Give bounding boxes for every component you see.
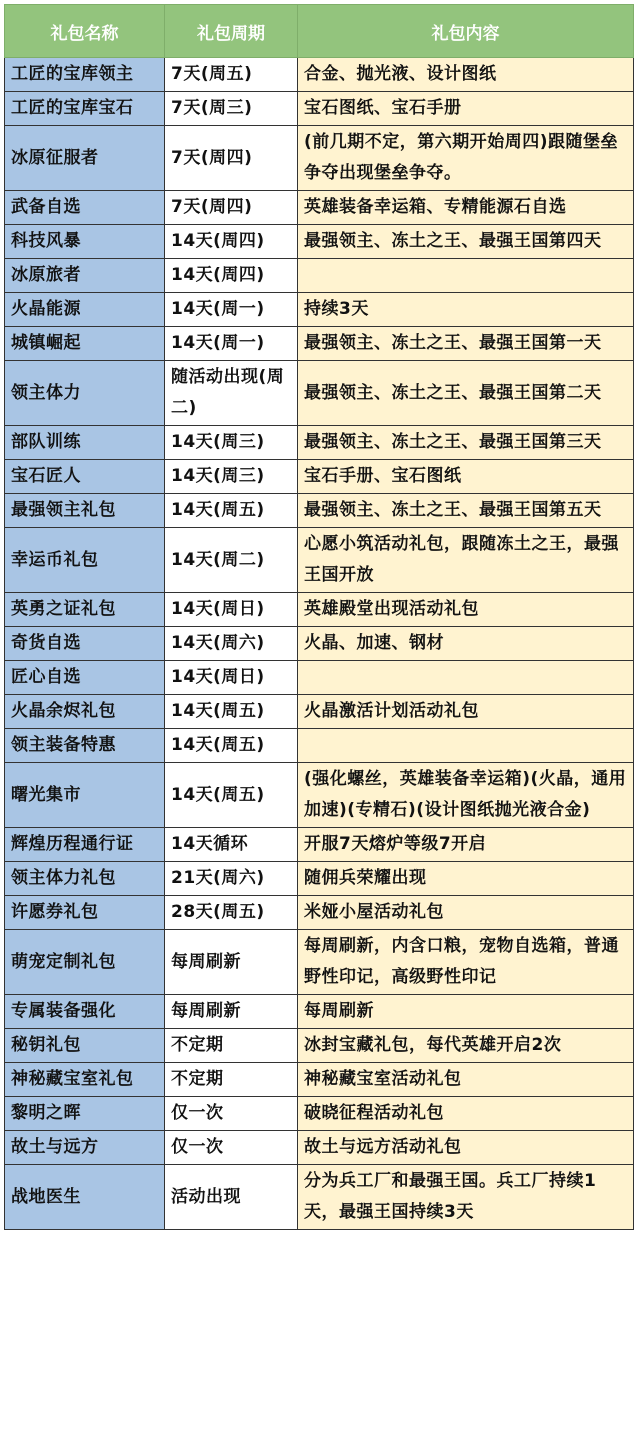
cell-content: 最强领主、冻土之王、最强王国第三天 <box>298 426 634 460</box>
cell-content: (强化螺丝，英雄装备幸运箱)(火晶，通用加速)(专精石)(设计图纸抛光液合金) <box>298 763 634 828</box>
cell-name: 城镇崛起 <box>5 327 165 361</box>
cell-content: 最强领主、冻土之王、最强王国第一天 <box>298 327 634 361</box>
cell-content: 心愿小筑活动礼包，跟随冻土之王，最强王国开放 <box>298 528 634 593</box>
table-row <box>5 862 634 896</box>
cell-content: 米娅小屋活动礼包 <box>298 896 634 930</box>
table-row <box>5 763 634 828</box>
cell-period: 仅一次 <box>165 1131 298 1165</box>
table-row <box>5 1063 634 1097</box>
table-row <box>5 930 634 995</box>
cell-period: 14天(周日) <box>165 593 298 627</box>
cell-name: 火晶余烬礼包 <box>5 695 165 729</box>
table-row <box>5 593 634 627</box>
cell-period: 7天(周三) <box>165 92 298 126</box>
cell-period: 7天(周四) <box>165 126 298 191</box>
cell-content: 持续3天 <box>298 293 634 327</box>
cell-content <box>298 661 634 695</box>
cell-content: 火晶激活计划活动礼包 <box>298 695 634 729</box>
cell-content <box>298 259 634 293</box>
table-row <box>5 528 634 593</box>
table-row <box>5 361 634 426</box>
table-row <box>5 58 634 92</box>
cell-period: 28天(周五) <box>165 896 298 930</box>
cell-content: 合金、抛光液、设计图纸 <box>298 58 634 92</box>
cell-name: 奇货自选 <box>5 627 165 661</box>
table-row <box>5 92 634 126</box>
cell-name: 最强领主礼包 <box>5 494 165 528</box>
cell-content: 破晓征程活动礼包 <box>298 1097 634 1131</box>
table-row <box>5 1131 634 1165</box>
gift-pack-table-container <box>4 4 633 1230</box>
cell-content: 宝石图纸、宝石手册 <box>298 92 634 126</box>
cell-period: 仅一次 <box>165 1097 298 1131</box>
cell-content: 火晶、加速、钢材 <box>298 627 634 661</box>
cell-content: 最强领主、冻土之王、最强王国第四天 <box>298 225 634 259</box>
cell-period: 14天(周五) <box>165 729 298 763</box>
cell-name: 曙光集市 <box>5 763 165 828</box>
cell-name: 工匠的宝库宝石 <box>5 92 165 126</box>
cell-period: 不定期 <box>165 1029 298 1063</box>
table-row <box>5 828 634 862</box>
cell-content: 最强领主、冻土之王、最强王国第二天 <box>298 361 634 426</box>
cell-period: 活动出现 <box>165 1165 298 1230</box>
table-row <box>5 729 634 763</box>
cell-content: 神秘藏宝室活动礼包 <box>298 1063 634 1097</box>
cell-period: 14天(周一) <box>165 327 298 361</box>
cell-content <box>298 729 634 763</box>
cell-name: 幸运币礼包 <box>5 528 165 593</box>
cell-period: 14天(周五) <box>165 763 298 828</box>
table-header <box>5 5 634 58</box>
cell-period: 每周刷新 <box>165 930 298 995</box>
cell-content: (前几期不定，第六期开始周四)跟随堡垒争夺出现堡垒争夺。 <box>298 126 634 191</box>
cell-name: 工匠的宝库领主 <box>5 58 165 92</box>
cell-period: 14天(周四) <box>165 225 298 259</box>
cell-period: 随活动出现(周二) <box>165 361 298 426</box>
cell-period: 7天(周五) <box>165 58 298 92</box>
cell-content: 每周刷新 <box>298 995 634 1029</box>
cell-name: 战地医生 <box>5 1165 165 1230</box>
table-row <box>5 1165 634 1230</box>
cell-period: 7天(周四) <box>165 191 298 225</box>
table-row <box>5 225 634 259</box>
table-row <box>5 327 634 361</box>
cell-name: 故土与远方 <box>5 1131 165 1165</box>
cell-period: 14天循环 <box>165 828 298 862</box>
cell-period: 14天(周二) <box>165 528 298 593</box>
cell-period: 不定期 <box>165 1063 298 1097</box>
cell-name: 部队训练 <box>5 426 165 460</box>
table-row <box>5 896 634 930</box>
cell-name: 匠心自选 <box>5 661 165 695</box>
table-row <box>5 126 634 191</box>
cell-name: 黎明之晖 <box>5 1097 165 1131</box>
cell-name: 武备自选 <box>5 191 165 225</box>
cell-period: 14天(周日) <box>165 661 298 695</box>
header-period: 礼包周期 <box>165 5 298 58</box>
table-row <box>5 426 634 460</box>
cell-name: 宝石匠人 <box>5 460 165 494</box>
cell-name: 领主体力礼包 <box>5 862 165 896</box>
cell-period: 14天(周五) <box>165 695 298 729</box>
cell-content: 每周刷新，内含口粮，宠物自选箱，普通野性印记，高级野性印记 <box>298 930 634 995</box>
cell-period: 14天(周五) <box>165 494 298 528</box>
cell-period: 14天(周三) <box>165 460 298 494</box>
table-row <box>5 995 634 1029</box>
table-row <box>5 460 634 494</box>
cell-content: 故土与远方活动礼包 <box>298 1131 634 1165</box>
cell-name: 秘钥礼包 <box>5 1029 165 1063</box>
table-row <box>5 293 634 327</box>
header-row <box>5 5 634 58</box>
cell-content: 冰封宝藏礼包，每代英雄开启2次 <box>298 1029 634 1063</box>
cell-name: 冰原征服者 <box>5 126 165 191</box>
cell-period: 每周刷新 <box>165 995 298 1029</box>
cell-period: 21天(周六) <box>165 862 298 896</box>
header-name: 礼包名称 <box>5 5 165 58</box>
cell-content: 开服7天熔炉等级7开启 <box>298 828 634 862</box>
cell-content: 随佣兵荣耀出现 <box>298 862 634 896</box>
cell-name: 萌宠定制礼包 <box>5 930 165 995</box>
table-row <box>5 627 634 661</box>
cell-name: 冰原旅者 <box>5 259 165 293</box>
table-row <box>5 191 634 225</box>
cell-period: 14天(周六) <box>165 627 298 661</box>
header-content: 礼包内容 <box>298 5 634 58</box>
cell-name: 火晶能源 <box>5 293 165 327</box>
cell-name: 领主装备特惠 <box>5 729 165 763</box>
cell-name: 科技风暴 <box>5 225 165 259</box>
cell-name: 许愿券礼包 <box>5 896 165 930</box>
cell-name: 辉煌历程通行证 <box>5 828 165 862</box>
cell-content: 分为兵工厂和最强王国。兵工厂持续1天，最强王国持续3天 <box>298 1165 634 1230</box>
cell-content: 最强领主、冻土之王、最强王国第五天 <box>298 494 634 528</box>
table-row <box>5 695 634 729</box>
cell-name: 领主体力 <box>5 361 165 426</box>
cell-name: 英勇之证礼包 <box>5 593 165 627</box>
table-row <box>5 1029 634 1063</box>
table-row <box>5 259 634 293</box>
cell-period: 14天(周三) <box>165 426 298 460</box>
cell-content: 英雄装备幸运箱、专精能源石自选 <box>298 191 634 225</box>
cell-content: 英雄殿堂出现活动礼包 <box>298 593 634 627</box>
table-row <box>5 661 634 695</box>
cell-name: 神秘藏宝室礼包 <box>5 1063 165 1097</box>
table-row <box>5 1097 634 1131</box>
table-body <box>5 58 634 1230</box>
cell-name: 专属装备强化 <box>5 995 165 1029</box>
gift-pack-table <box>4 4 634 1230</box>
table-row <box>5 494 634 528</box>
cell-content: 宝石手册、宝石图纸 <box>298 460 634 494</box>
cell-period: 14天(周四) <box>165 259 298 293</box>
cell-period: 14天(周一) <box>165 293 298 327</box>
